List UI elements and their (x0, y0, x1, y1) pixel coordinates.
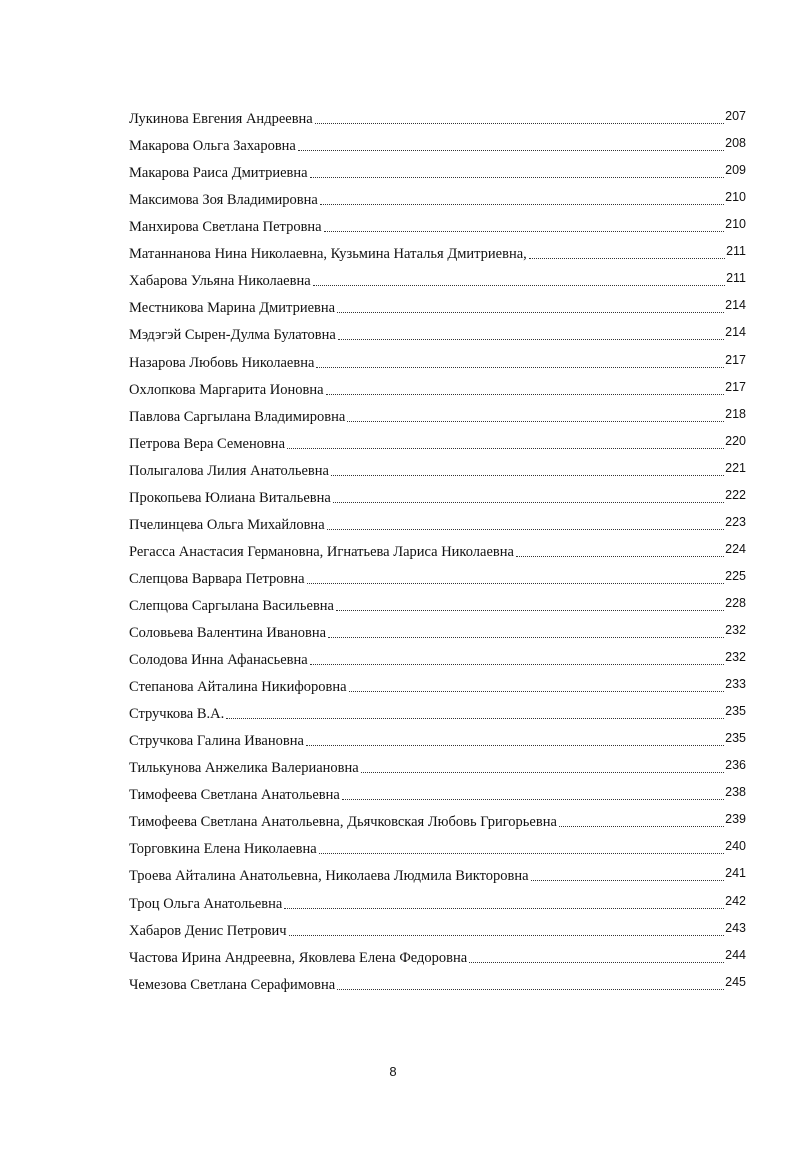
dot-leader (313, 285, 725, 286)
toc-entry-name: Пчелинцева Ольга Михайловна (129, 516, 325, 533)
dot-leader (328, 637, 724, 638)
dot-leader (347, 421, 724, 422)
toc-entry-name: Охлопкова Маргарита Ионовна (129, 381, 324, 398)
toc-entry (129, 106, 746, 128)
toc-entry-page: 210 (725, 217, 746, 232)
toc-entry-name: Назарова Любовь Николаевна (129, 354, 315, 371)
dot-leader (298, 150, 724, 151)
dot-leader (333, 502, 724, 503)
dot-leader (336, 610, 724, 611)
toc-entry (129, 377, 746, 399)
toc-entry (129, 674, 746, 696)
toc-entry-page: 211 (726, 271, 746, 286)
toc-entry-name: Хабарова Ульяна Николаевна (129, 273, 311, 290)
toc-entry-name: Лукинова Евгения Андреевна (129, 111, 313, 127)
toc-entry-page: 217 (725, 379, 746, 394)
toc-entry-name: Чемезова Светлана Серафимовна (129, 976, 336, 993)
toc-entry-name: Тилькунова Анжелика Валериановна (129, 760, 359, 777)
toc-entry-page: 221 (725, 460, 746, 475)
toc-entry-page: 225 (725, 568, 746, 583)
toc-entry (129, 404, 746, 426)
toc-entry (129, 241, 746, 263)
toc-entry-page: 222 (725, 487, 746, 502)
dot-leader (284, 908, 724, 909)
toc-entry (129, 485, 746, 507)
toc-entry-name: Хабаров Денис Петрович (129, 922, 287, 939)
dot-leader (319, 853, 724, 854)
toc-entry-page: 223 (725, 514, 746, 529)
dot-leader (531, 880, 725, 881)
toc-entry-page: 228 (725, 595, 746, 610)
toc-entry-name: Частова Ирина Андреевна, Яковлева Елена Федоровна (129, 949, 468, 966)
dot-leader (310, 664, 724, 665)
dot-leader (289, 935, 725, 936)
toc-entry (129, 755, 746, 777)
toc-entry (129, 647, 746, 669)
toc-entry-page: 232 (725, 623, 746, 637)
toc-entry-page: 241 (725, 866, 746, 881)
toc-entry-page: 245 (725, 974, 746, 989)
toc-entry (129, 160, 746, 182)
toc-entry (129, 431, 746, 453)
dot-leader (287, 448, 724, 449)
toc-entry-name: Соловьева Валентина Ивановна (129, 625, 327, 641)
toc-entry (129, 566, 746, 588)
dot-leader (469, 962, 724, 963)
dot-leader (516, 556, 724, 557)
toc-entry-name: Полыгалова Лилия Анатольевна (129, 462, 329, 479)
toc-entry-page: 210 (725, 190, 746, 205)
toc-entry (129, 728, 746, 750)
toc-entry-name: Тимофеева Светлана Анатольевна (129, 787, 340, 804)
toc-entry-page: 235 (725, 731, 746, 746)
toc-entry (129, 918, 746, 940)
toc-entry-name: Макарова Раиса Дмитриевна (129, 165, 308, 182)
toc-entry-name: Торговкина Елена Николаевна (129, 841, 317, 858)
dot-leader (226, 718, 724, 719)
toc-entry (129, 945, 746, 967)
toc-entry-page: 242 (725, 893, 746, 908)
toc-entry-name: Солодова Инна Афанасьевна (129, 652, 308, 668)
dot-leader (324, 231, 725, 232)
toc-entry-name: Стручкова В.А. (129, 706, 225, 723)
toc-entry-page: 209 (725, 163, 746, 178)
toc-entry (129, 539, 746, 561)
toc-entry-page: 243 (725, 920, 746, 935)
toc-entry (129, 863, 746, 885)
toc-entry-name: Матаннанова Нина Николаевна, Кузьмина Наталья Дмитриевна, (129, 246, 527, 263)
dot-leader (361, 772, 724, 773)
toc-entry-page: 244 (725, 947, 746, 962)
toc-entry-name: Макарова Ольга Захаровна (129, 138, 296, 155)
toc-entry (129, 133, 746, 155)
toc-entry-name: Манхирова Светлана Петровна (129, 219, 322, 236)
toc-entry-page: 217 (725, 352, 746, 367)
toc-entry (129, 350, 746, 372)
toc-entry-page: 211 (726, 244, 746, 259)
toc-entry (129, 836, 746, 858)
dot-leader (338, 339, 724, 340)
toc-entry-page: 238 (725, 785, 746, 800)
toc-entry (129, 295, 746, 317)
toc-entry-page: 233 (725, 677, 746, 692)
toc-entry-name: Максимова Зоя Владимировна (129, 192, 318, 209)
dot-leader (327, 529, 725, 530)
toc-entry-name: Троева Айталина Анатольевна, Николаева Людмила Викторовна (129, 868, 529, 885)
dot-leader (337, 312, 724, 313)
dot-leader (326, 394, 725, 395)
toc-entry (129, 972, 746, 994)
toc-entry-name: Троц Ольга Анатольевна (129, 895, 283, 912)
toc-entry (129, 268, 746, 290)
dot-leader (320, 204, 724, 205)
toc-entry (129, 701, 746, 723)
toc-entry-page: 232 (725, 650, 746, 664)
toc-entry-name: Слепцова Варвара Петровна (129, 570, 305, 587)
dot-leader (310, 177, 725, 178)
toc-entry-page: 224 (725, 541, 746, 556)
dot-leader (316, 367, 724, 368)
toc-entry-name: Местникова Марина Дмитриевна (129, 300, 336, 317)
toc-entry-page: 214 (725, 298, 746, 313)
toc-entry-page: 218 (725, 406, 746, 421)
toc-entry-name: Стручкова Галина Ивановна (129, 733, 304, 750)
dot-leader (349, 691, 725, 692)
toc-entry-page: 207 (725, 109, 746, 123)
dot-leader (306, 745, 724, 746)
toc-entry-page: 235 (725, 704, 746, 719)
toc-entry-name: Регасса Анастасия Германовна, Игнатьева Лариса Николаевна (129, 543, 514, 560)
dot-leader (342, 799, 724, 800)
toc-entry-name: Петрова Вера Семеновна (129, 435, 286, 452)
toc-entry (129, 512, 746, 534)
dot-leader (307, 583, 725, 584)
dot-leader (559, 826, 724, 827)
dot-leader (315, 123, 724, 124)
toc-entry (129, 782, 746, 804)
toc-entry-name: Тимофеева Светлана Анатольевна, Дьячковская Любовь Григорьевна (129, 814, 557, 831)
toc-entry-name: Слепцова Саргылана Васильевна (129, 597, 334, 614)
toc-entry-page: 214 (725, 325, 746, 340)
page-number: 8 (389, 1064, 397, 1079)
toc-entry (129, 593, 746, 615)
dot-leader (337, 989, 724, 990)
dot-leader (529, 258, 725, 259)
toc-entry (129, 620, 746, 642)
toc-entry-page: 208 (725, 136, 746, 151)
toc-entry-page: 239 (725, 812, 746, 827)
toc-entry (129, 187, 746, 209)
dot-leader (331, 475, 724, 476)
toc-entry-page: 236 (725, 758, 746, 773)
toc-entry-name: Павлова Саргылана Владимировна (129, 408, 346, 425)
toc-entry-name: Прокопьева Юлиана Витальевна (129, 489, 331, 506)
toc-entry (129, 458, 746, 480)
toc-entry (129, 214, 746, 236)
toc-entry (129, 809, 746, 831)
toc-entry-name: Мэдэгэй Сырен-Дулма Булатовна (129, 327, 336, 344)
toc-entry-page: 240 (725, 839, 746, 854)
toc-entry-page: 220 (725, 433, 746, 448)
toc-entry (129, 891, 746, 913)
toc-entry-name: Степанова Айталина Никифоровна (129, 679, 347, 696)
toc-entry (129, 322, 746, 344)
